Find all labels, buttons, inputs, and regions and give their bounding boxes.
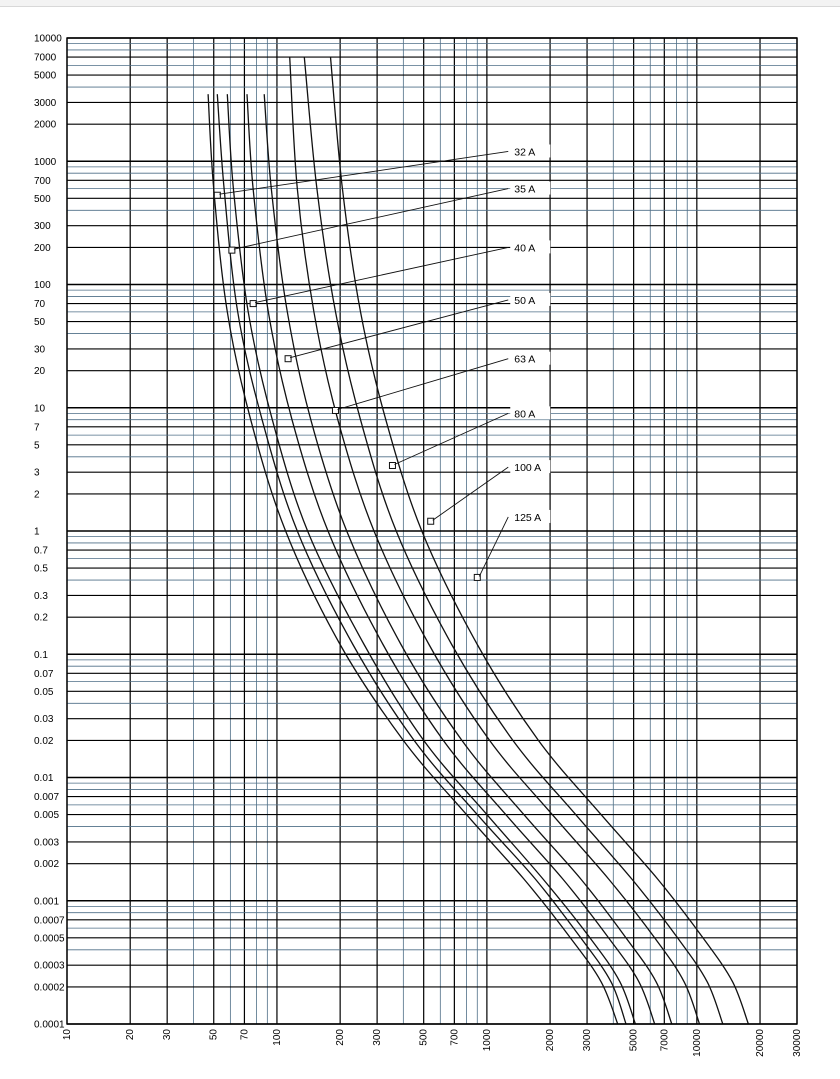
marker-100a	[428, 518, 434, 524]
y-tick-label: 0.0007	[34, 915, 65, 927]
y-tick-label: 7000	[34, 52, 57, 64]
y-tick-label: 0.3	[34, 590, 48, 602]
curves-group	[208, 57, 748, 1024]
y-tick-label: 200	[34, 242, 51, 254]
marker-50a	[285, 356, 291, 362]
marker-35a	[229, 247, 235, 253]
x-tick-label: 200	[335, 1029, 347, 1046]
y-tick-label: 0.003	[34, 837, 60, 849]
y-tick-label: 0.001	[34, 896, 60, 908]
marker-63a	[332, 407, 338, 413]
x-tick-label: 30000	[792, 1029, 803, 1057]
x-tick-label: 7000	[659, 1029, 671, 1052]
x-tick-label: 3000	[582, 1029, 594, 1052]
y-tick-label: 0.002	[34, 859, 60, 871]
y-tick-label: 0.03	[34, 714, 54, 726]
y-tick-label: 0.01	[34, 773, 54, 784]
y-tick-label: 1000	[34, 156, 57, 168]
y-tick-label: 70	[34, 299, 46, 311]
y-tick-label: 20	[34, 366, 46, 378]
y-tick-label: 5000	[34, 70, 57, 82]
y-tick-label: 0.5	[34, 563, 48, 575]
y-tick-label: 300	[34, 221, 51, 233]
curve-label: 125 A	[514, 511, 542, 524]
y-tick-label: 0.0005	[34, 933, 65, 945]
curve-label: 32 A	[514, 146, 536, 159]
x-tick-label: 50	[208, 1029, 220, 1041]
marker-32a	[214, 192, 220, 198]
marker-80a	[389, 462, 395, 468]
y-tick-label: 0.1	[34, 649, 48, 661]
x-tick-label: 20	[125, 1029, 137, 1041]
curve-35a	[217, 94, 626, 1024]
y-tick-label: 3	[34, 467, 40, 479]
y-tick-label: 0.2	[34, 612, 48, 624]
leader-line	[255, 247, 508, 302]
x-tick-label: 20000	[755, 1029, 767, 1057]
y-tick-label: 10	[34, 403, 46, 415]
y-tick-label: 50	[34, 317, 46, 329]
y-tick-label: 0.02	[34, 735, 54, 747]
y-tick-label: 7	[34, 422, 40, 434]
grid-lines	[67, 38, 797, 1024]
y-tick-label: 5	[34, 440, 40, 452]
y-tick-label: 0.05	[34, 686, 54, 698]
curve-100a	[304, 57, 723, 1024]
x-tick-label: 300	[372, 1029, 384, 1046]
curve-label: 40 A	[514, 242, 536, 255]
x-tick-label: 500	[418, 1029, 430, 1046]
x-tick-label: 5000	[628, 1029, 640, 1052]
x-tick-label: 10	[62, 1029, 73, 1041]
y-tick-label: 0.07	[34, 668, 54, 680]
x-tick-label: 2000	[545, 1029, 557, 1052]
x-tick-label: 30	[162, 1029, 174, 1041]
y-tick-label: 10000	[34, 33, 62, 45]
curve-labels-group	[510, 144, 550, 523]
curve-label: 80 A	[514, 408, 536, 421]
x-tick-label: 1000	[481, 1029, 493, 1052]
x-axis-ticks	[62, 1029, 803, 1057]
leader-line	[337, 359, 508, 410]
y-axis-ticks	[34, 34, 65, 1031]
y-tick-label: 0.007	[34, 792, 60, 804]
y-tick-label: 2	[34, 489, 40, 501]
leader-lines-group	[219, 151, 508, 576]
y-tick-label: 30	[34, 344, 46, 356]
y-tick-label: 0.0002	[34, 982, 65, 994]
curve-label: 35 A	[514, 183, 536, 196]
curve-label: 50 A	[514, 294, 536, 307]
y-tick-label: 2000	[34, 119, 57, 131]
y-tick-label: 0.7	[34, 545, 48, 557]
curve-40a	[227, 94, 635, 1024]
y-tick-label: 700	[34, 175, 51, 187]
y-tick-label: 0.0001	[34, 1019, 65, 1031]
x-tick-label: 700	[449, 1029, 461, 1046]
curve-125a	[331, 57, 749, 1024]
y-tick-label: 1	[34, 526, 40, 538]
curve-label: 63 A	[514, 353, 536, 366]
y-tick-label: 0.0003	[34, 960, 65, 972]
x-tick-label: 10000	[691, 1029, 703, 1057]
curve-32a	[208, 94, 618, 1024]
y-tick-label: 3000	[34, 97, 57, 109]
x-tick-label: 100	[271, 1029, 283, 1046]
curve-50a	[247, 94, 655, 1024]
curve-63a	[264, 94, 672, 1024]
curve-label: 100 A	[514, 462, 542, 475]
y-tick-label: 0.005	[34, 810, 60, 822]
y-tick-label: 100	[34, 280, 51, 291]
leader-line	[479, 517, 508, 576]
x-tick-label: 70	[239, 1029, 251, 1041]
y-tick-label: 500	[34, 193, 51, 205]
marker-40a	[250, 301, 256, 307]
